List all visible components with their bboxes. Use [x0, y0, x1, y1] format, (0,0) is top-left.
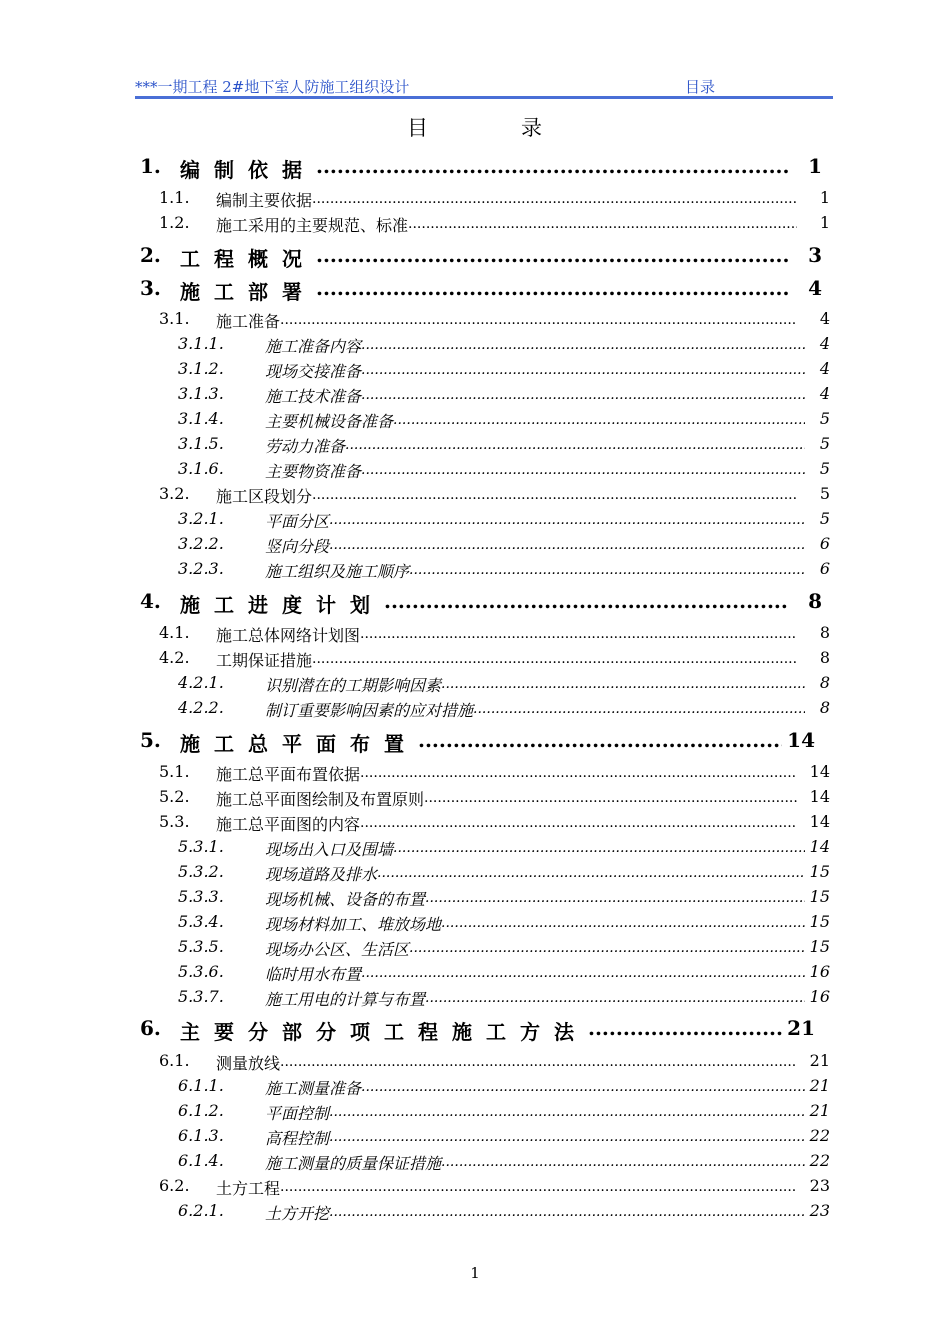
toc-entry-level3[interactable]	[178, 698, 830, 721]
toc-entry-number: 1.1.	[159, 188, 190, 207]
toc-entry-page: 4	[819, 334, 830, 353]
toc-entry-title: 施工总体网络计划图	[216, 626, 361, 645]
toc-entry-number: 5.	[140, 728, 161, 752]
toc-entry-level2[interactable]	[159, 188, 830, 211]
toc-dot-leader	[316, 154, 789, 178]
toc-dot-leader	[441, 912, 805, 931]
toc-entry-title: 施工采用的主要规范、标准	[216, 216, 409, 235]
page-number: 1	[470, 1264, 480, 1282]
toc-entry-title: 施工进度计划	[180, 593, 384, 617]
toc-entry-page: 22	[809, 1151, 830, 1170]
toc-entry-number: 5.3.1.	[178, 837, 224, 856]
toc-entry-level2[interactable]	[159, 623, 830, 646]
toc-entry-level2[interactable]	[159, 309, 830, 332]
toc-entry-page: 15	[809, 912, 830, 931]
toc-entry-number: 3.	[140, 276, 161, 300]
toc-entry-title: 施工技术准备	[265, 387, 362, 406]
toc-entry-number: 5.2.	[159, 787, 190, 806]
toc-entry-title: 施工区段划分	[216, 487, 313, 506]
toc-entry-title: 土方工程	[216, 1179, 281, 1198]
toc-entry-level1[interactable]	[140, 276, 822, 305]
toc-entry-page: 8	[819, 698, 830, 717]
toc-entry-title: 现场办公区、生活区	[265, 940, 410, 959]
toc-entry-page: 4	[808, 276, 822, 300]
toc-entry-page: 5	[819, 509, 830, 528]
toc-entry-level3[interactable]	[178, 862, 830, 885]
toc-entry-title: 制订重要影响因素的应对措施	[265, 701, 474, 720]
toc-entry-title: 施工准备内容	[265, 337, 362, 356]
toc-dot-leader	[377, 862, 805, 881]
toc-entry-page: 5	[819, 459, 830, 478]
toc-entry-number: 3.2.	[159, 484, 190, 503]
toc-entry-title: 施工测量的质量保证措施	[265, 1154, 442, 1173]
toc-entry-level3[interactable]	[178, 334, 830, 357]
toc-entry-number: 4.1.	[159, 623, 190, 642]
toc-entry-level2[interactable]	[159, 787, 830, 810]
toc-entry-title: 施工测量准备	[265, 1079, 362, 1098]
toc-entry-page: 16	[809, 962, 830, 981]
toc-entry-number: 6.2.	[159, 1176, 190, 1195]
toc-entry-level2[interactable]	[159, 648, 830, 671]
toc-entry-level2[interactable]	[159, 213, 830, 236]
toc-dot-leader	[345, 434, 805, 453]
toc-entry-title: 现场出入口及围墙	[265, 840, 394, 859]
toc-dot-leader	[393, 837, 805, 856]
toc-entry-number: 3.1.1.	[178, 334, 224, 353]
toc-dot-leader	[361, 962, 805, 981]
toc-entry-title: 现场材料加工、堆放场地	[265, 915, 442, 934]
toc-entry-number: 3.1.3.	[178, 384, 224, 403]
toc-entry-title: 现场道路及排水	[265, 865, 378, 884]
toc-entry-page: 8	[819, 623, 830, 642]
toc-entry-number: 3.1.5.	[178, 434, 224, 453]
toc-entry-page: 15	[809, 937, 830, 956]
toc-entry-level3[interactable]	[178, 534, 830, 557]
toc-entry-title: 竖向分段	[265, 537, 330, 556]
toc-entry-title: 识别潜在的工期影响因素	[265, 676, 442, 695]
toc-dot-leader	[361, 359, 805, 378]
toc-entry-title: 编制依据	[180, 158, 316, 182]
header-section: 目录	[685, 78, 716, 96]
toc-entry-number: 3.2.1.	[178, 509, 224, 528]
toc-entry-title: 测量放线	[216, 1054, 281, 1073]
toc-dot-leader	[312, 188, 797, 207]
toc-dot-leader	[280, 1176, 797, 1195]
toc-entry-page: 3	[808, 243, 822, 267]
toc-entry-title: 工期保证措施	[216, 651, 313, 670]
toc-dot-leader	[408, 213, 797, 232]
toc-entry-page: 6	[819, 559, 830, 578]
toc-entry-level3[interactable]	[178, 384, 830, 407]
toc-dot-leader	[329, 1101, 805, 1120]
toc-dot-leader	[393, 409, 805, 428]
toc-entry-title: 施工总平面布置	[180, 732, 418, 756]
toc-dot-leader	[360, 623, 797, 642]
toc-entry-title: 施工总平面图绘制及布置原则	[216, 790, 425, 809]
toc-entry-level3[interactable]	[178, 1076, 830, 1099]
toc-entry-level1[interactable]	[140, 728, 815, 757]
toc-entry-level1[interactable]	[140, 243, 822, 272]
toc-entry-page: 14	[809, 762, 830, 781]
toc-entry-level2[interactable]	[159, 762, 830, 785]
toc-entry-level3[interactable]	[178, 837, 830, 860]
toc-entry-page: 4	[819, 309, 830, 328]
toc-entry-page: 15	[809, 887, 830, 906]
toc-entry-page: 1	[819, 188, 830, 207]
toc-entry-title: 施工总平面图的内容	[216, 815, 361, 834]
toc-entry-number: 6.1.2.	[178, 1101, 224, 1120]
toc-dot-leader	[588, 1016, 782, 1040]
toc-entry-page: 14	[787, 728, 815, 752]
toc-entry-level1[interactable]	[140, 1016, 815, 1045]
toc-dot-leader	[316, 276, 789, 300]
toc-title-right: 录	[521, 116, 543, 140]
toc-entry-number: 5.3.7.	[178, 987, 224, 1006]
toc-entry-page: 14	[809, 812, 830, 831]
toc-entry-number: 5.3.3.	[178, 887, 224, 906]
toc-entry-title: 施工组织及施工顺序	[265, 562, 410, 581]
toc-entry-number: 6.2.1.	[178, 1201, 224, 1220]
toc-entry-level3[interactable]	[178, 459, 830, 482]
toc-entry-title: 土方开挖	[265, 1204, 330, 1223]
toc-entry-page: 14	[809, 787, 830, 806]
toc-entry-page: 5	[819, 434, 830, 453]
toc-entry-level3[interactable]	[178, 987, 830, 1010]
toc-entry-title: 劳动力准备	[265, 437, 346, 456]
toc-dot-leader	[473, 698, 805, 717]
toc-dot-leader	[409, 937, 805, 956]
toc-dot-leader	[360, 812, 797, 831]
toc-entry-number: 3.2.3.	[178, 559, 224, 578]
toc-entry-level1[interactable]	[140, 154, 822, 183]
header-doc-title: ***一期工程 2#地下室人防施工组织设计	[135, 78, 410, 96]
page-header	[135, 74, 833, 99]
toc-entry-page: 21	[809, 1101, 830, 1120]
toc-entry-level3[interactable]	[178, 1126, 830, 1149]
toc-entry-number: 3.1.4.	[178, 409, 224, 428]
toc-entry-title: 施工总平面布置依据	[216, 765, 361, 784]
toc-entry-title: 平面分区	[265, 512, 330, 531]
toc-entry-level3[interactable]	[178, 1151, 830, 1174]
toc-dot-leader	[316, 243, 789, 267]
toc-dot-leader	[424, 787, 797, 806]
toc-entry-page: 1	[808, 154, 822, 178]
toc-entry-page: 4	[819, 359, 830, 378]
toc-entry-number: 5.3.2.	[178, 862, 224, 881]
toc-dot-leader	[441, 1151, 805, 1170]
toc-entry-level3[interactable]	[178, 887, 830, 910]
toc-dot-leader	[409, 559, 805, 578]
toc-entry-page: 14	[809, 837, 830, 856]
toc-entry-title: 临时用水布置	[265, 965, 362, 984]
toc-entry-number: 6.1.	[159, 1051, 190, 1070]
toc-dot-leader	[280, 1051, 797, 1070]
toc-entry-title: 高程控制	[265, 1129, 330, 1148]
toc-dot-leader	[329, 1126, 805, 1145]
toc-entry-number: 2.	[140, 243, 161, 267]
toc-entry-title: 施工部署	[180, 280, 316, 304]
toc-dot-leader	[329, 509, 805, 528]
toc-entry-number: 6.	[140, 1016, 161, 1040]
toc-entry-page: 23	[809, 1201, 830, 1220]
toc-entry-title: 工程概况	[180, 247, 316, 271]
toc-entry-number: 6.1.4.	[178, 1151, 224, 1170]
toc-dot-leader	[425, 987, 805, 1006]
toc-dot-leader	[361, 384, 805, 403]
toc-dot-leader	[361, 459, 805, 478]
toc-entry-number: 6.1.3.	[178, 1126, 224, 1145]
toc-entry-number: 4.	[140, 589, 161, 613]
toc-entry-number: 5.3.6.	[178, 962, 224, 981]
toc-title-left: 目	[407, 116, 429, 140]
toc-entry-title: 主要机械设备准备	[265, 412, 394, 431]
toc-entry-level3[interactable]	[178, 1101, 830, 1124]
toc-entry-level2[interactable]	[159, 1051, 830, 1074]
toc-entry-number: 4.2.1.	[178, 673, 224, 692]
toc-dot-leader	[361, 334, 805, 353]
toc-entry-number: 3.1.2.	[178, 359, 224, 378]
toc-entry-level3[interactable]	[178, 1201, 830, 1224]
toc-dot-leader	[361, 1076, 805, 1095]
toc-dot-leader	[360, 762, 797, 781]
toc-entry-level3[interactable]	[178, 409, 830, 432]
toc-dot-leader	[329, 534, 805, 553]
toc-dot-leader	[312, 484, 797, 503]
toc-entry-page: 8	[808, 589, 822, 613]
toc-entry-number: 5.1.	[159, 762, 190, 781]
toc-entry-page: 21	[809, 1051, 830, 1070]
toc-dot-leader	[441, 673, 805, 692]
toc-entry-level3[interactable]	[178, 434, 830, 457]
toc-entry-level3[interactable]	[178, 673, 830, 696]
toc-entry-title: 现场交接准备	[265, 362, 362, 381]
toc-dot-leader	[418, 728, 782, 752]
toc-entry-number: 5.3.4.	[178, 912, 224, 931]
toc-entry-level2[interactable]	[159, 812, 830, 835]
toc-entry-title: 施工用电的计算与布置	[265, 990, 426, 1009]
toc-entry-number: 3.1.6.	[178, 459, 224, 478]
toc-entry-level3[interactable]	[178, 937, 830, 960]
toc-entry-page: 8	[819, 673, 830, 692]
toc-title	[0, 112, 950, 142]
toc-entry-page: 5	[819, 484, 830, 503]
toc-entry-page: 4	[819, 384, 830, 403]
toc-dot-leader	[384, 589, 789, 613]
toc-entry-page: 6	[819, 534, 830, 553]
toc-entry-number: 4.2.2.	[178, 698, 224, 717]
toc-entry-title: 主要分部分项工程施工方法	[180, 1020, 588, 1044]
toc-entry-level3[interactable]	[178, 912, 830, 935]
toc-entry-page: 5	[819, 409, 830, 428]
toc-entry-page: 21	[787, 1016, 815, 1040]
toc-entry-page: 23	[809, 1176, 830, 1195]
toc-dot-leader	[425, 887, 805, 906]
toc-entry-number: 1.	[140, 154, 161, 178]
toc-entry-number: 4.2.	[159, 648, 190, 667]
toc-entry-title: 现场机械、设备的布置	[265, 890, 426, 909]
toc-entry-number: 5.3.5.	[178, 937, 224, 956]
toc-entry-title: 主要物资准备	[265, 462, 362, 481]
toc-entry-title: 编制主要依据	[216, 191, 313, 210]
toc-entry-page: 1	[819, 213, 830, 232]
toc-entry-level2[interactable]	[159, 484, 830, 507]
toc-entry-page: 16	[809, 987, 830, 1006]
toc-entry-page: 21	[809, 1076, 830, 1095]
toc-entry-level3[interactable]	[178, 962, 830, 985]
toc-entry-level1[interactable]	[140, 589, 822, 618]
toc-dot-leader	[280, 309, 797, 328]
toc-entry-page: 22	[809, 1126, 830, 1145]
toc-entry-level3[interactable]	[178, 559, 830, 582]
toc-entry-number: 3.2.2.	[178, 534, 224, 553]
toc-entry-level3[interactable]	[178, 359, 830, 382]
toc-entry-number: 1.2.	[159, 213, 190, 232]
toc-dot-leader	[329, 1201, 805, 1220]
toc-entry-number: 3.1.	[159, 309, 190, 328]
toc-entry-title: 施工准备	[216, 312, 281, 331]
toc-entry-level2[interactable]	[159, 1176, 830, 1199]
toc-entry-number: 6.1.1.	[178, 1076, 224, 1095]
toc-entry-page: 8	[819, 648, 830, 667]
toc-entry-level3[interactable]	[178, 509, 830, 532]
toc-entry-page: 15	[809, 862, 830, 881]
toc-entry-number: 5.3.	[159, 812, 190, 831]
toc-entry-title: 平面控制	[265, 1104, 330, 1123]
toc-dot-leader	[312, 648, 797, 667]
